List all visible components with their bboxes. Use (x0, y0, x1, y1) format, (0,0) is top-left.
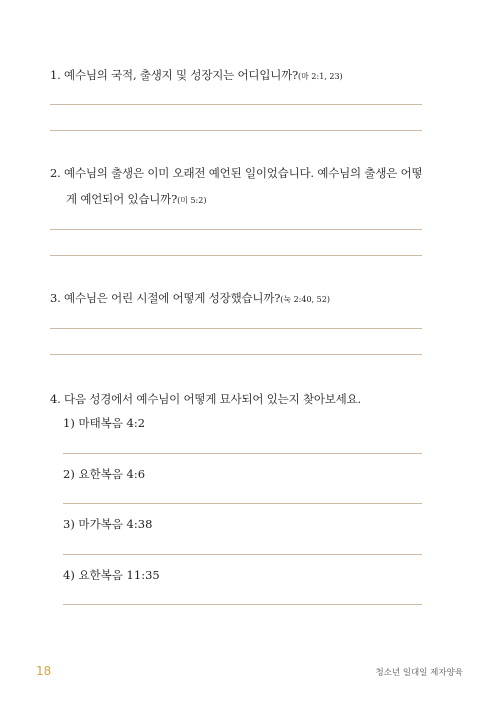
item-reference: 마태복음 4:2 (78, 416, 146, 430)
question-2 (50, 160, 430, 214)
item-number: 4) (63, 568, 75, 582)
question-1-number: 1. (50, 68, 61, 82)
question-4-item-2 (63, 464, 145, 484)
answer-line (50, 255, 422, 256)
question-4-text: 다음 성경에서 예수님이 어떻게 묘사되어 있는지 찾아보세요. (64, 392, 361, 406)
question-2-reference: (미 5:2) (177, 196, 207, 205)
question-4-item-1 (63, 413, 145, 433)
answer-line (63, 503, 422, 504)
item-number: 2) (63, 467, 75, 481)
item-number: 3) (63, 517, 75, 531)
question-4-number: 4. (50, 392, 61, 406)
question-1-text: 예수님의 국적, 출생지 및 성장지는 어디입니까? (64, 68, 299, 82)
question-2-text-line-1: 예수님의 출생은 이미 오래전 예언된 일이었습니다. 예수님의 출생은 어떻 (64, 166, 423, 180)
question-2-number: 2. (50, 166, 61, 180)
question-1 (50, 62, 430, 90)
page-number: 18 (36, 664, 52, 678)
answer-line (50, 130, 422, 131)
item-reference: 요한복음 4:6 (78, 467, 146, 481)
answer-line (63, 604, 422, 605)
question-2-line-2 (50, 186, 430, 214)
book-title: 청소년 일대일 제자양육 (375, 668, 463, 678)
answer-line (50, 229, 422, 230)
item-number: 1) (63, 416, 75, 430)
question-4-item-3 (63, 514, 152, 534)
question-1-reference: (마 2:1, 23) (298, 72, 343, 81)
answer-line (50, 328, 422, 329)
question-2-line-1 (50, 160, 430, 186)
question-4 (50, 386, 430, 412)
answer-line (50, 104, 422, 105)
question-3-number: 3. (50, 291, 61, 305)
answer-line (50, 354, 422, 355)
answer-line (63, 453, 422, 454)
question-3-reference: (눅 2:40, 52) (280, 295, 330, 304)
answer-line (63, 554, 422, 555)
item-reference: 마가복음 4:38 (78, 517, 153, 531)
question-2-text-line-2: 게 예언되어 있습니까? (66, 192, 178, 206)
question-4-item-4 (63, 565, 160, 585)
question-3 (50, 285, 430, 313)
question-3-text: 예수님은 어린 시절에 어떻게 성장했습니까? (64, 291, 281, 305)
item-reference: 요한복음 11:35 (78, 568, 160, 582)
